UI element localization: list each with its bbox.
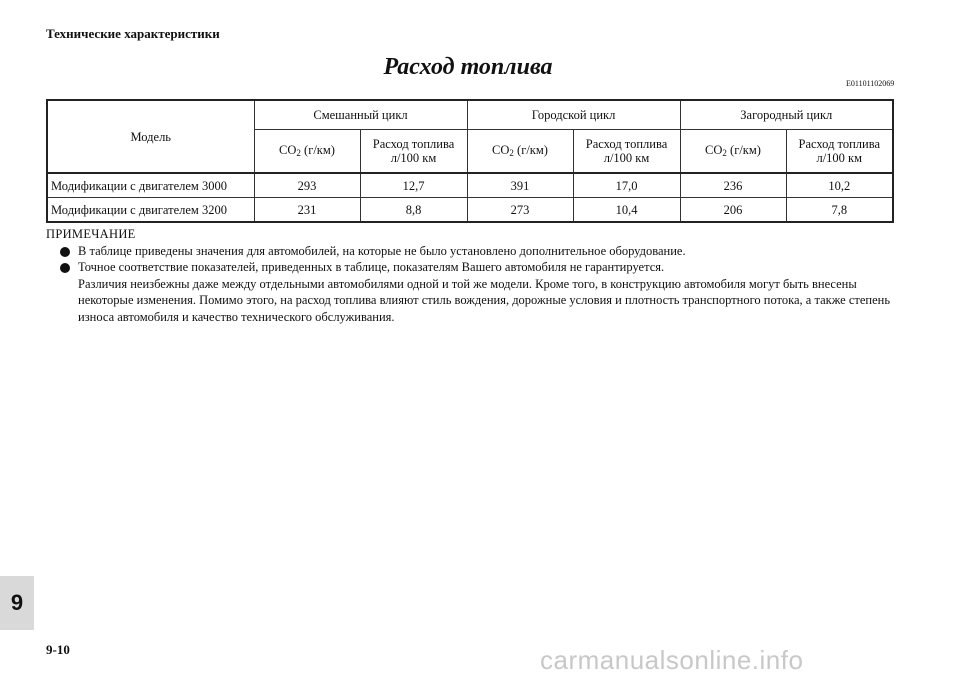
value-cell: 273: [467, 198, 573, 223]
chapter-tab: 9: [0, 576, 34, 630]
note-item: Точное соответствие показателей, приведенных в таблице, показателям Вашего автомобиля не гарантируется.: [46, 259, 896, 276]
fuel-header: Расход топлива л/100 км: [573, 130, 680, 174]
cycle-header-urban: Городской цикл: [467, 100, 680, 130]
table-row: [47, 173, 893, 198]
page-title: Расход топлива: [383, 54, 553, 80]
value-cell: 231: [254, 198, 360, 223]
bullet-icon: [60, 247, 70, 257]
cycle-header-mixed: Смешанный цикл: [254, 100, 467, 130]
co2-header: $CO_2$ (г/км): [254, 130, 360, 174]
co2-header: $CO_2$ (г/км): [467, 130, 573, 174]
fuel-header: Расход топлива л/100 км: [786, 130, 893, 174]
value-cell: 8,8: [360, 198, 467, 223]
fuel-consumption-table: [46, 99, 894, 223]
note-item: В таблице приведены значения для автомобилей, на которые не было установлено дополнительное оборудование.: [46, 243, 896, 260]
bullet-icon: [60, 263, 70, 273]
value-cell: 12,7: [360, 173, 467, 198]
note-title: ПРИМЕЧАНИЕ: [46, 227, 136, 241]
cycle-header-extra-urban: Загородный цикл: [680, 100, 893, 130]
note-continuation: Различия неизбежны даже между отдельными автомобилями одной и той же модели. Кроме того, в конструкцию автомобиля могут быть внесены некоторые изменения. Помимо этого, на расход топлива влияют стиль вождения, дорожные условия и плотность транспортного потока, а также степень износа автомобиля и качество технического обслуживания.: [78, 276, 891, 324]
value-cell: 236: [680, 173, 786, 198]
value-cell: 10,2: [786, 173, 893, 198]
section-title: Технические характеристики: [46, 26, 220, 41]
table-row: [47, 198, 893, 223]
value-cell: 7,8: [786, 198, 893, 223]
value-cell: 293: [254, 173, 360, 198]
value-cell: 10,4: [573, 198, 680, 223]
value-cell: 391: [467, 173, 573, 198]
page-number: 9-10: [46, 642, 70, 657]
note-block: [46, 226, 896, 325]
note-list: [46, 243, 896, 326]
value-cell: 206: [680, 198, 786, 223]
co2-header: $CO_2$ (г/км): [680, 130, 786, 174]
value-cell: 17,0: [573, 173, 680, 198]
model-cell: Модификации с двигателем 3200: [47, 198, 254, 223]
fuel-header: Расход топлива л/100 км: [360, 130, 467, 174]
table-header-row: [47, 100, 893, 130]
model-header: Модель: [47, 100, 254, 173]
watermark: carmanualsonline.info: [540, 645, 804, 675]
model-cell: Модификации с двигателем 3000: [47, 173, 254, 198]
document-code: E01101102069: [846, 79, 895, 88]
